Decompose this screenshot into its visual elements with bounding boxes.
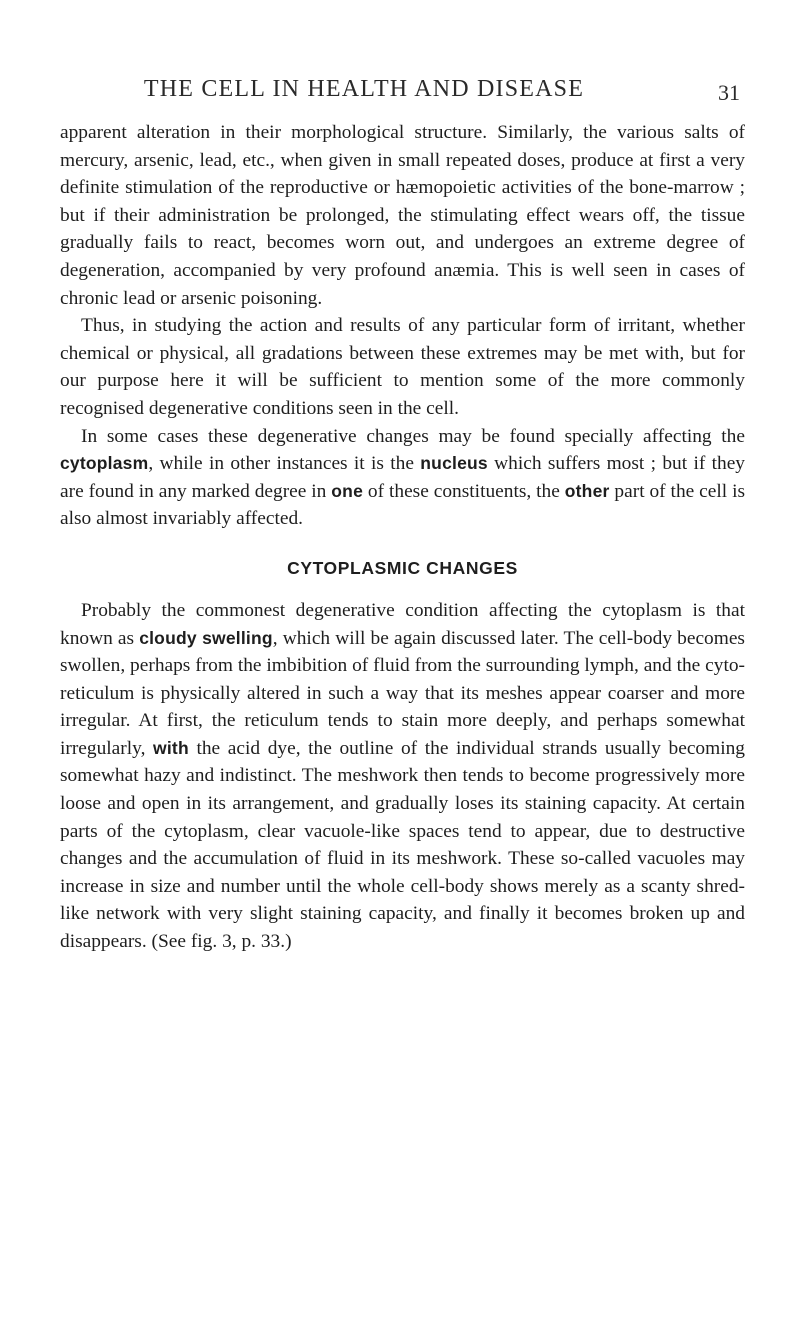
- text-run: , while in other instances it is the: [148, 453, 421, 475]
- text-run: , which will be again discussed later. The cell-body becomes swollen, perhaps from the imbibition of fluid from the surrounding lymph, and the cyto-reticulum is physically altered in such a way that its meshes appear coarser and more irregular. At first, the reticulum tends to stain more deeply, and perhaps somewhat irregularly,: [60, 627, 745, 759]
- bold-term-cytoplasm: cytoplasm: [60, 453, 149, 474]
- text-run: Probably the commonest degenerative condition affecting the cytoplasm is that known as: [60, 599, 745, 649]
- page-number: 31: [718, 80, 740, 105]
- paragraph-continued: apparent alteration in their morphological structure. Similarly, the various salts of mercury, arsenic, lead, etc., when given in small repeated doses, produce at first a very definite stimulation of the reproductive or hæmopoietic activities of the bone-marrow ; but if their administration be prolonged, the stimulating effect wears off, the tissue gradually fails to react, becomes worn out, and undergoes an extreme degree of degeneration, accompanied by very profound anæmia. This is well seen in cases of chronic lead or arsenic poisoning.: [60, 122, 745, 309]
- text-run: part of the cell is also almost invariably affected.: [60, 480, 745, 530]
- paragraph-cytoplasm-nucleus: [60, 423, 745, 533]
- text-run: In some cases these degenerative changes may be found specially affecting the: [81, 425, 745, 447]
- page-body: [60, 119, 745, 956]
- running-title: THE CELL IN HEALTH AND DISEASE: [143, 76, 585, 102]
- text-run: the acid dye, the outline of the individual strands usually becoming somewhat hazy and indistinct. The meshwork then tends to become progressively more loose and open in its arrangement, and gradually loses its staining capacity. At certain parts of the cytoplasm, clear vacuole-like spaces tend to appear, due to destructive changes and the accumulation of fluid in its meshwork. These so-called vacuoles may increase in size and number until the whole cell-body shows merely as a scanty shred-like network with very slight staining capacity, and finally it becomes broken up and disappears. (See fig. 3, p. 33.): [60, 737, 745, 953]
- bold-term-with: with: [153, 737, 189, 758]
- bold-term-other: other: [564, 480, 610, 501]
- text-run: of these constituents, the: [363, 480, 565, 502]
- section-heading: CYTOPLASMIC CHANGES: [287, 557, 518, 578]
- bold-term-nucleus: nucleus: [420, 453, 488, 474]
- text-run: which suffers most ; but if they are found in any marked degree in: [60, 453, 746, 502]
- paragraph-gradations: Thus, in studying the action and results of any particular form of irritant, whether chemical or physical, all gradations between these extremes may be met with, but for our purpose here it will be sufficient to mention some of the more commonly recognised degenerative conditions seen in the cell.: [60, 315, 745, 419]
- bold-term-one: one: [331, 480, 364, 501]
- bold-term-cloudy-swelling: cloudy swelling: [139, 627, 273, 648]
- paragraph-cloudy-swelling: [60, 597, 745, 956]
